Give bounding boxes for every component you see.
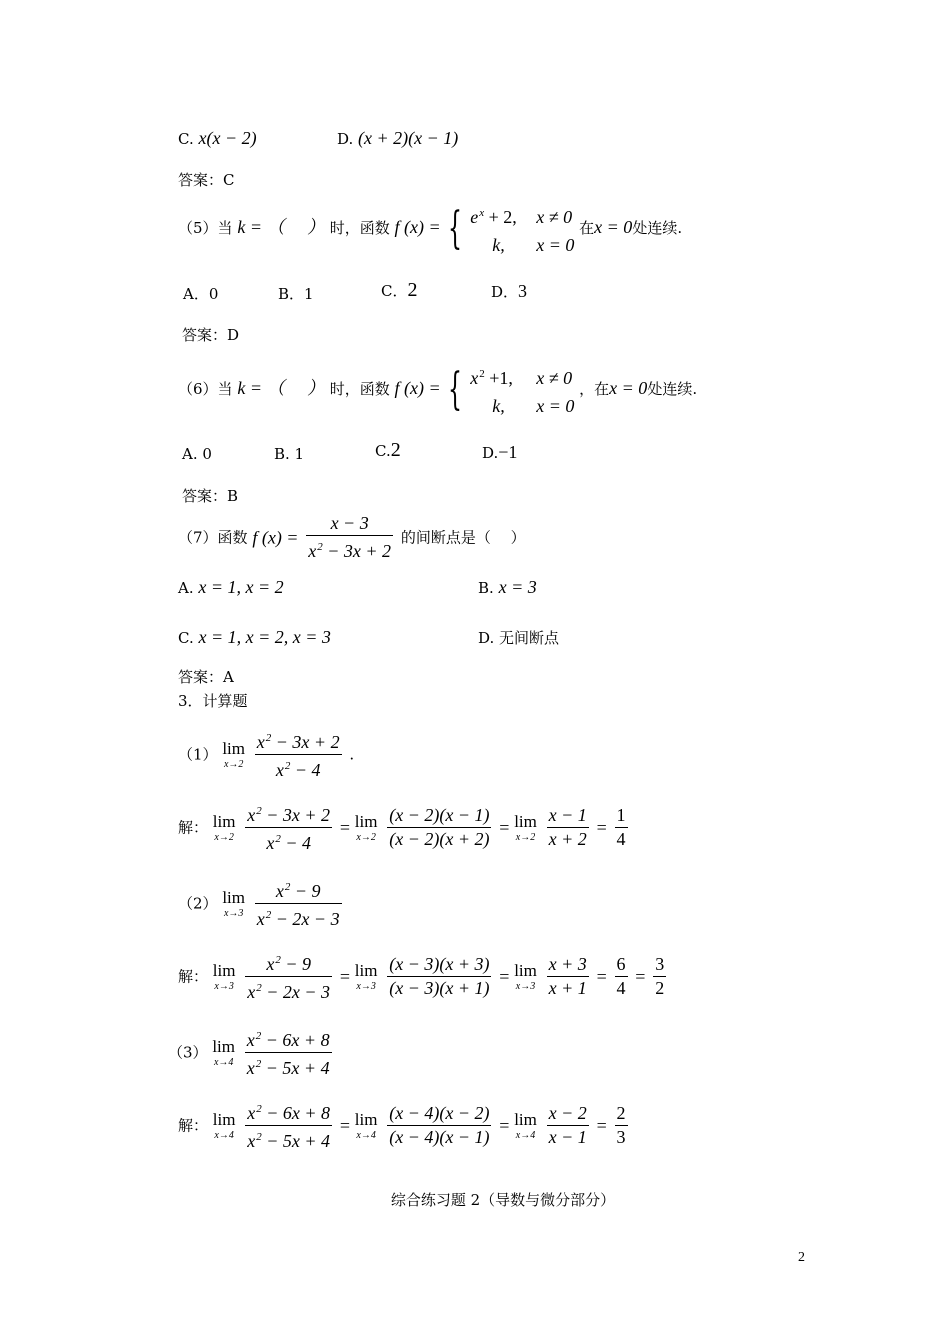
q7-option-b: B. x = 3	[478, 577, 537, 597]
q5-question: （5）当 k = （ ） 时，函数 f (x) = { $e^x + 2$, x ≠ 0 k, x = 0 在x = 0处连续.	[178, 199, 682, 259]
q5-piecewise-cases: $e^x + 2$, x ≠ 0 k, x = 0	[470, 207, 575, 255]
solution-3: 解： lim x→4 $\frac{x^2 - 6x + 8}{x^2 - 5x + 4}$ = lim x→4 $\frac{(x - 4)(x - 2)}{(x - 4)(x - 1)}$ = lim x→4 $\frac{x - 2}{x - 1}$ = $\frac{2}{3}$	[178, 1098, 631, 1153]
q6-answer: 答案：B	[182, 487, 239, 505]
q6-function-name: f (x) =	[394, 378, 441, 398]
problem-1: （1） lim x→2 $\frac{x^2 - 3x + 2}{x^2 - 4}$ .	[178, 727, 354, 782]
q4-option-c-expr: x(x − 2)	[198, 128, 257, 148]
q5-option-d: D．3	[491, 281, 528, 301]
q5-option-c: C．2	[381, 279, 418, 301]
q6-option-b: B. 1	[274, 445, 305, 463]
q5-left-brace: {	[448, 203, 463, 254]
solution-1: 解： lim x→2 $\frac{x^2 - 3x + 2}{x^2 - 4}$ = lim x→2 $\frac{(x - 2)(x - 1)}{(x - 2)(x + 2)}$ = lim x→2 $\frac{x - 1}{x + 2}$ = $\frac{1}{4}$	[178, 800, 631, 855]
solution-2: 解： lim x→3 $\frac{x^2 - 9}{x^2 - 2x - 3}$ = lim x→3 $\frac{(x - 3)(x + 3)}{(x - 3)(x + 1)}$ = lim x→3 $\frac{x + 3}{x + 1}$ = $\frac{6}{4}$ = $\frac{3}{2}$	[178, 949, 669, 1004]
next-section-title: 综合练习题 2（导数与微分部分）	[390, 1191, 616, 1209]
problem-2: （2） lim x→3 $\frac{x^2 - 9}{x^2 - 2x - 3}$	[178, 876, 345, 931]
q6-option-a: A. 0	[182, 445, 212, 463]
q4-option-d-expr: (x + 2)(x − 1)	[358, 128, 459, 148]
q5-function-name: f (x) =	[394, 217, 441, 237]
q7-option-a: A. x = 1, x = 2	[178, 577, 284, 597]
q5-option-b: B．1	[278, 285, 314, 303]
page-number: 2	[798, 1250, 805, 1265]
q5-option-a: A．0	[183, 285, 219, 303]
q4-option-c: C. x(x − 2)	[178, 128, 257, 148]
problem-3: （3） lim x→4 $\frac{x^2 - 6x + 8}{x^2 - 5x + 4}$	[168, 1025, 335, 1080]
q6-option-d: D.−1	[482, 442, 518, 462]
q4-option-d: D. (x + 2)(x − 1)	[337, 128, 459, 148]
q4-answer: 答案：C	[178, 171, 235, 189]
q7-option-d: D. 无间断点	[478, 629, 560, 647]
p1-fraction: $\frac{x^2 - 3x + 2}{x^2 - 4}$	[255, 727, 342, 782]
p1-limit: lim x→2	[222, 738, 245, 770]
q5-k-expr: k = （ ）	[237, 217, 325, 237]
q7-answer: 答案：A	[178, 668, 234, 686]
q6-question: （6）当 k = （ ） 时，函数 f (x) = { $x^2 +1$, x ≠ 0 k, x = 0 ，在x = 0处连续.	[178, 360, 697, 420]
q6-option-c: C.2	[375, 439, 401, 461]
q7-function-name: f (x) =	[252, 527, 299, 548]
q6-piecewise-cases: $x^2 +1$, x ≠ 0 k, x = 0	[470, 368, 575, 416]
q7-fraction: $\frac{x - 3}{x^2 - 3x + 2}$	[308, 513, 392, 561]
q6-left-brace: {	[448, 364, 463, 415]
q7-option-c: C. x = 1, x = 2, x = 3	[178, 627, 331, 647]
section3-title: 3．计算题	[178, 692, 248, 710]
q5-answer: 答案：D	[182, 326, 240, 344]
q7-question: （7）函数 f (x) = $\frac{x - 3}{x^2 - 3x + 2}$ 的间断点是（ ）	[178, 513, 526, 561]
q6-k-expr: k = （ ）	[237, 378, 325, 398]
